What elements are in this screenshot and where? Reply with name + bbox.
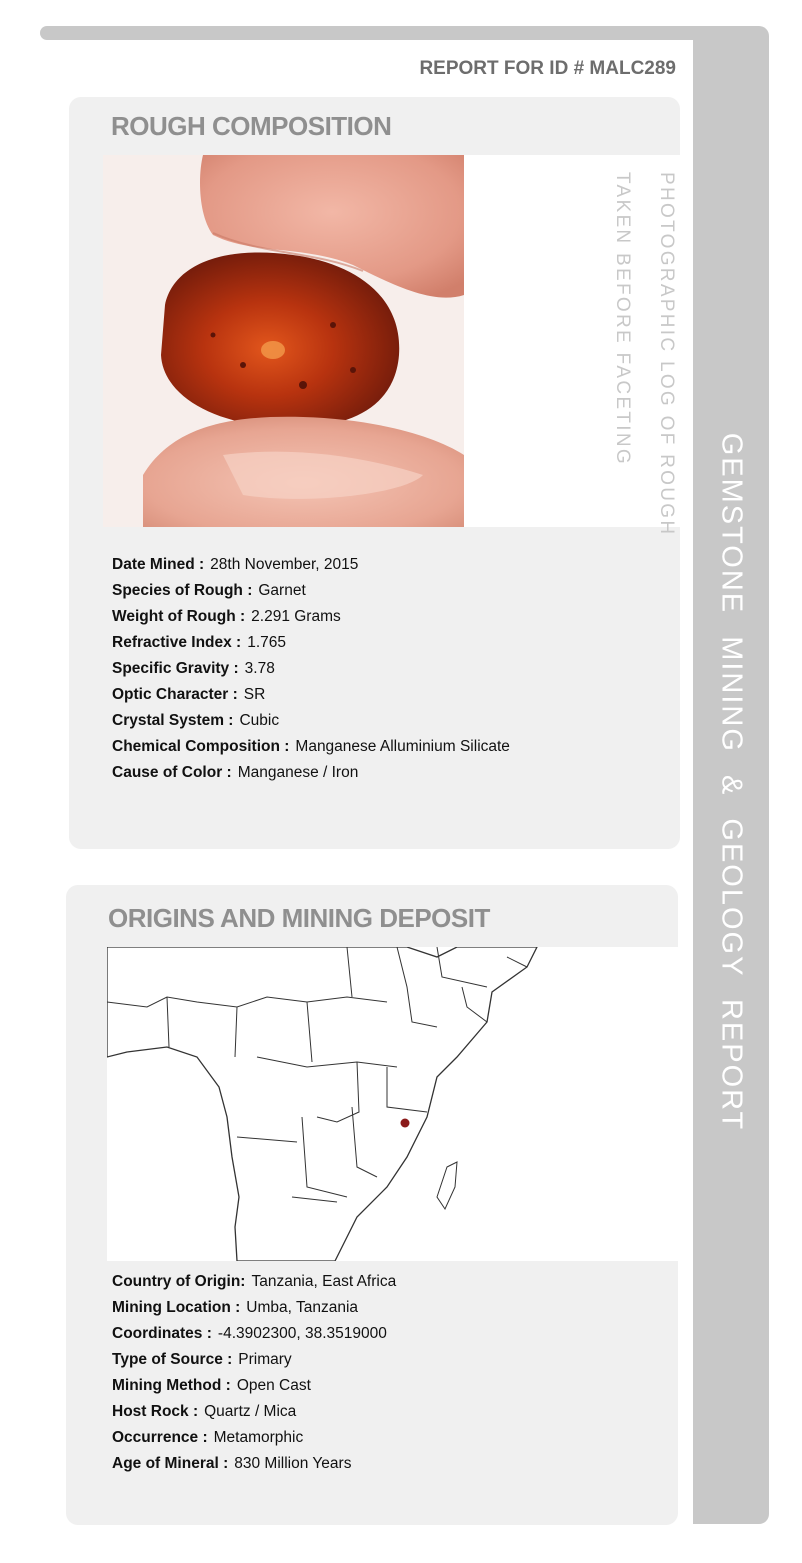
rough-photo [103, 155, 464, 527]
field-age-of-mineral: Age of Mineral : 830 Million Years [112, 1455, 352, 1472]
field-country-of-origin: Country of Origin: Tanzania, East Africa [112, 1273, 397, 1290]
field-date-mined: Date Mined : 28th November, 2015 [112, 556, 359, 573]
mine-location-marker [401, 1119, 410, 1128]
photo-caption [612, 172, 685, 537]
side-title [693, 26, 769, 1524]
field-cause-of-color: Cause of Color : Manganese / Iron [112, 764, 359, 781]
field-optic-character: Optic Character : SR [112, 686, 266, 703]
side-title-text: GEMSTONE MINING & GEOLOGY REPORT [715, 432, 748, 1132]
rough-photo-illustration [103, 155, 464, 527]
africa-map-illustration [107, 947, 679, 1261]
field-mining-location: Mining Location : Umba, Tanzania [112, 1299, 359, 1316]
field-mining-method: Mining Method : Open Cast [112, 1377, 311, 1394]
field-refractive-index: Refractive Index : 1.765 [112, 634, 287, 651]
field-chemical-composition: Chemical Composition : Manganese Alluminium Silicate [112, 738, 510, 755]
field-specific-gravity: Specific Gravity : 3.78 [112, 660, 275, 677]
field-host-rock: Host Rock : Quartz / Mica [112, 1403, 297, 1420]
field-species: Species of Rough : Garnet [112, 582, 306, 599]
rough-composition-title: ROUGH COMPOSITION [111, 111, 392, 141]
rough-fields [112, 556, 510, 790]
field-weight: Weight of Rough : 2.291 Grams [112, 608, 341, 625]
field-type-of-source: Type of Source : Primary [112, 1351, 292, 1368]
photo-caption-line-1: PHOTOGRAPHIC LOG OF ROUGH [656, 172, 677, 537]
top-bar [40, 26, 730, 40]
photo-caption-line-2: TAKEN BEFORE FACETING [612, 172, 633, 466]
field-coordinates: Coordinates : -4.3902300, 38.3519000 [112, 1325, 387, 1342]
report-id: REPORT FOR ID # MALC289 [419, 58, 676, 79]
origins-fields [112, 1273, 396, 1481]
origins-title: ORIGINS AND MINING DEPOSIT [108, 903, 490, 933]
field-occurrence: Occurrence : Metamorphic [112, 1429, 304, 1446]
africa-map [107, 947, 679, 1261]
field-crystal-system: Crystal System : Cubic [112, 712, 280, 729]
